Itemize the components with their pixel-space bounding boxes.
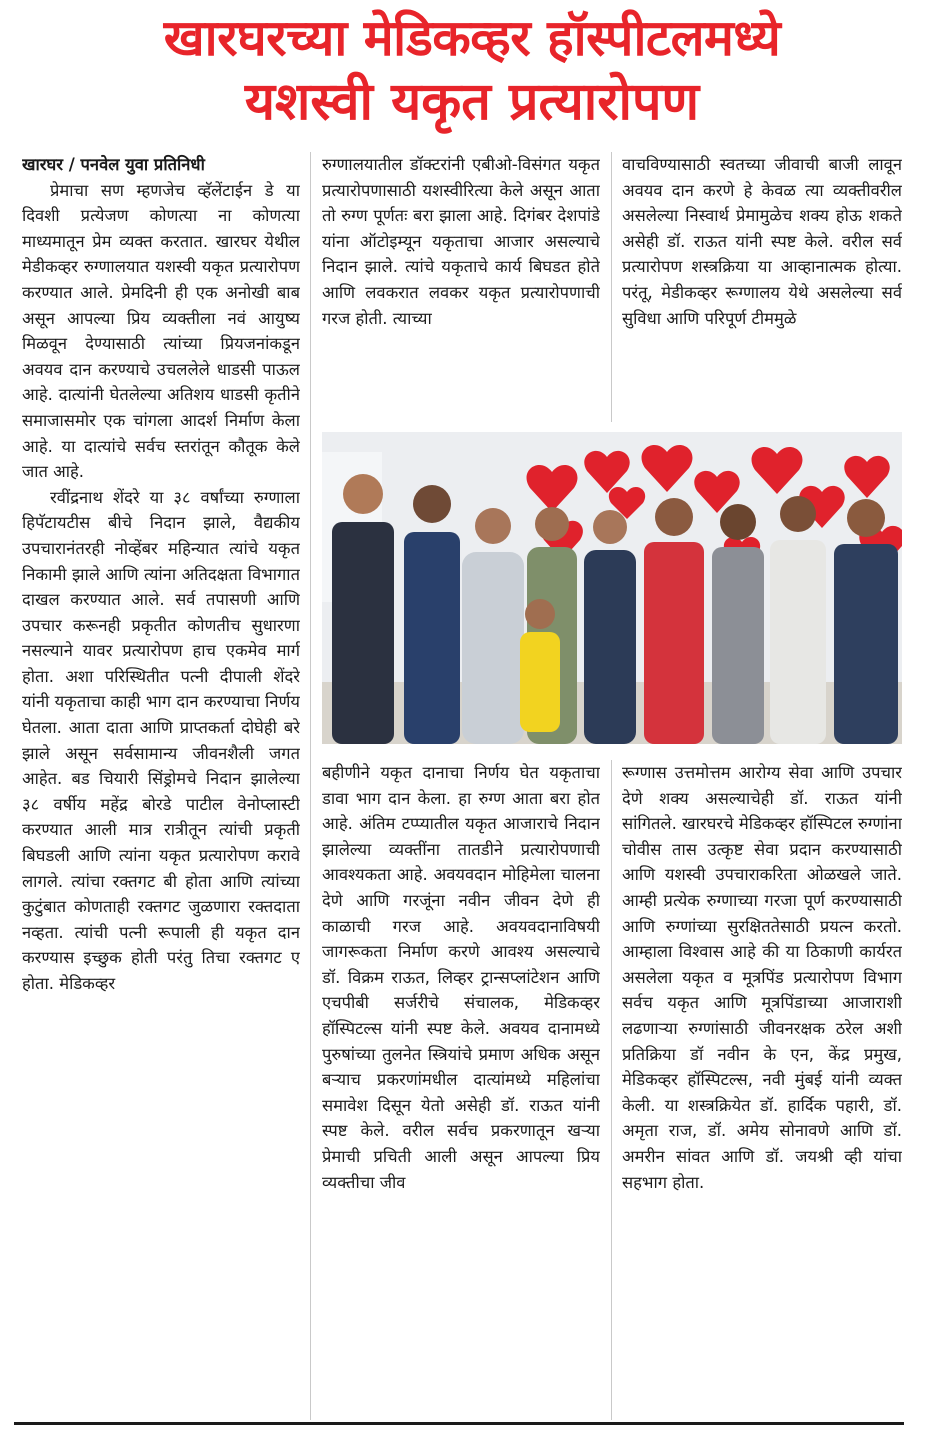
- article-column-3-bottom: [622, 760, 902, 1420]
- article-column-1: [22, 152, 300, 1422]
- paragraph: रवींद्रनाथ शेंदरे या ३८ वर्षांच्या रुग्णाला हिपॅटायटीस बीचे निदान झाले, वैद्यकीय उपचारानंतरही नोव्हेंबर महिन्यात त्यांचे यकृत निकामी झाले आणि त्यांना अतिदक्षता विभागात दाखल करण्यात आले. सर्व तपासणी आणि उपचार करूनही प्रकृतीत कोणतीच सुधारणा नसल्याने यावर प्रत्यारोपण हाच एकमेव मार्ग होता. अशा परिस्थितीत पत्नी दीपाली शेंदरे यांनी यकृताचा काही भाग दान करण्याचा निर्णय घेतला. आता दाता आणि प्राप्तकर्ता दोघेही बरे झाले असून सर्वसामान्य जीवनशैली जगत आहेत. बड चियारी सिंड्रोमचे निदान झालेल्या ३८ वर्षीय महेंद्र बोरडे पाटील वेनोप्लास्टी करण्यात आली मात्र रात्रीतून त्यांची प्रकृती बिघडली आणि त्यांना यकृत प्रत्यारोपण करावे लागले. त्यांचा रक्तगट बी होता आणि त्यांच्या कुटुंबात कोणताही रक्तगट जुळणारा रक्तदाता नव्हता. त्यांची पत्नी रूपाली ही यकृत दान करण्यास इच्छुक होती परंतु तिचा रक्तगट ए होता. मेडिकव्हर: [22, 487, 300, 993]
- column-divider: [611, 152, 612, 422]
- paragraph: प्रेमाचा सण म्हणजेच व्हॅलेंटाईन डे या दिवशी प्रत्येजण कोणत्या ना कोणत्या माध्यमातून प्रेम व्यक्त करतात. खारघर येथील मेडीकव्हर रुग्णालयात यशस्वी यकृत प्रत्यारोपण करण्यात आले. प्रेमदिनी ही एक अनोखी बाब असून आपल्या प्रिय व्यक्तीला नवं आयुष्य मिळवून देण्यासाठी त्यांच्या प्रियजनांकडून अवयव दान करण्याचे उचललेले धाडसी पाऊल आहे. दात्यांनी घेतलेल्या अतिशय धाडसी कृतीने समाजासमोर एक चांगला आदर्श निर्माण केला आहे. या दात्यांचे सर्वच स्तरांतून कौतूक केले जात आहे.: [22, 180, 300, 482]
- headline: [0, 0, 944, 140]
- column-divider: [611, 760, 612, 1420]
- article-column-2-bottom: [322, 760, 600, 1420]
- paragraph: वाचविण्यासाठी स्वतच्या जीवाची बाजी लावून अवयव दान करणे हे केवळ त्या व्यक्तीवरील असलेल्या निस्वार्थ प्रेमामुळेच शक्य होऊ शकते असेही डॉ. राऊत यांनी स्पष्ट केले. वरील सर्व प्रत्यारोपण शस्त्रक्रिया या आव्हानात्मक होत्या. परंतू, मेडीकव्हर रूग्णालय येथे असलेल्या सर्व सुविधा आणि परिपूर्ण टीममुळे: [622, 155, 902, 328]
- headline-line-1: खारघरच्या मेडिकव्हर हॉस्पीटलमध्ये: [163, 9, 781, 67]
- headline-line-2: यशस्वी यकृत प्रत्यारोपण: [244, 72, 700, 132]
- article-column-2-top: [322, 152, 600, 422]
- paragraph: बहीणीने यकृत दानाचा निर्णय घेत यकृताचा डावा भाग दान केला. हा रुग्ण आता बरा होत आहे. अंतिम टप्प्यातील यकृत आजाराचे निदान झालेल्या व्यक्तींना तातडीने प्रत्यारोपणाची आवश्यकता आहे. अवयवदान मोहिमेला चालना देणे आणि गरजूंना नवीन जीवन देणे ही काळाची गरज आहे. अवयवदानाविषयी जागरूकता निर्माण करणे आवश्य असल्याचे डॉ. विक्रम राऊत, लिव्हर ट्रान्सप्लांटेशन आणि एचपीबी सर्जरीचे संचालक, मेडिकव्हर हॉस्पिटल्स यांनी स्पष्ट केले. अवयव दानामध्ये पुरुषांच्या तुलनेत स्त्रियांचे प्रमाण अधिक असून बऱ्याच प्रकरणांमधील दात्यांमध्ये महिलांचा समावेश दिसून येतो असेही डॉ. राऊत यांनी स्पष्ट केले. वरील सर्वच प्रकरणातून खऱ्या प्रेमाची प्रचिती आली असून आपल्या प्रिय व्यक्तीचा जीव: [322, 763, 600, 1192]
- group-photo: [322, 432, 902, 744]
- group-photo-icon: [322, 432, 902, 744]
- article-column-3-top: [622, 152, 902, 422]
- byline: खारघर / पनवेल युवा प्रतिनिधी: [22, 155, 205, 174]
- bottom-rule: [14, 1422, 904, 1425]
- paragraph: रुग्णालयातील डॉक्टरांनी एबीओ-विसंगत यकृत प्रत्यारोपणासाठी यशस्वीरित्या केले असून आता तो रुग्ण पूर्णतः बरा झाला आहे. दिगंबर देशपांडे यांना ऑटोइम्यून यकृताचा आजार असल्याचे निदान झाले. त्यांचे यकृताचे कार्य बिघडत होते आणि लवकरात लवकर यकृत प्रत्यारोपणाची गरज होती. त्याच्या: [322, 155, 600, 328]
- column-divider: [310, 152, 311, 1420]
- paragraph: रूग्णास उत्तमोत्तम आरोग्य सेवा आणि उपचार देणे शक्य असल्याचेही डॉ. राऊत यांनी सांगितले. खारघरचे मेडिकव्हर हॉस्पिटल रुग्णांना चोवीस तास उत्कृष्ट सेवा प्रदान करण्यासाठी आणि यशस्वी उपचाराकरिता ओळखले जाते. आम्ही प्रत्येक रुग्णाच्या गरजा पूर्ण करण्यासाठी आणि रुग्णांच्या सुरक्षिततेसाठी प्रयत्न करतो. आम्हाला विश्वास आहे की या ठिकाणी कार्यरत असलेला यकृत व मूत्रपिंड प्रत्यारोपण विभाग सर्वच यकृत आणि मूत्रपिंडाच्या आजाराशी लढणाऱ्या रुग्णांसाठी जीवनरक्षक ठरेल अशी प्रतिक्रिया डॉ नवीन के एन, केंद्र प्रमुख, मेडिकव्हर हॉस्पिटल्स, नवी मुंबई यांनी व्यक्त केली. या शस्त्रक्रियेत डॉ. हार्दिक पहारी, डॉ. अमृता राज, डॉ. अमेय सोनावणे आणि डॉ. अमरीन सांवत आणि डॉ. जयश्री व्ही यांचा सहभाग होता.: [622, 763, 902, 1192]
